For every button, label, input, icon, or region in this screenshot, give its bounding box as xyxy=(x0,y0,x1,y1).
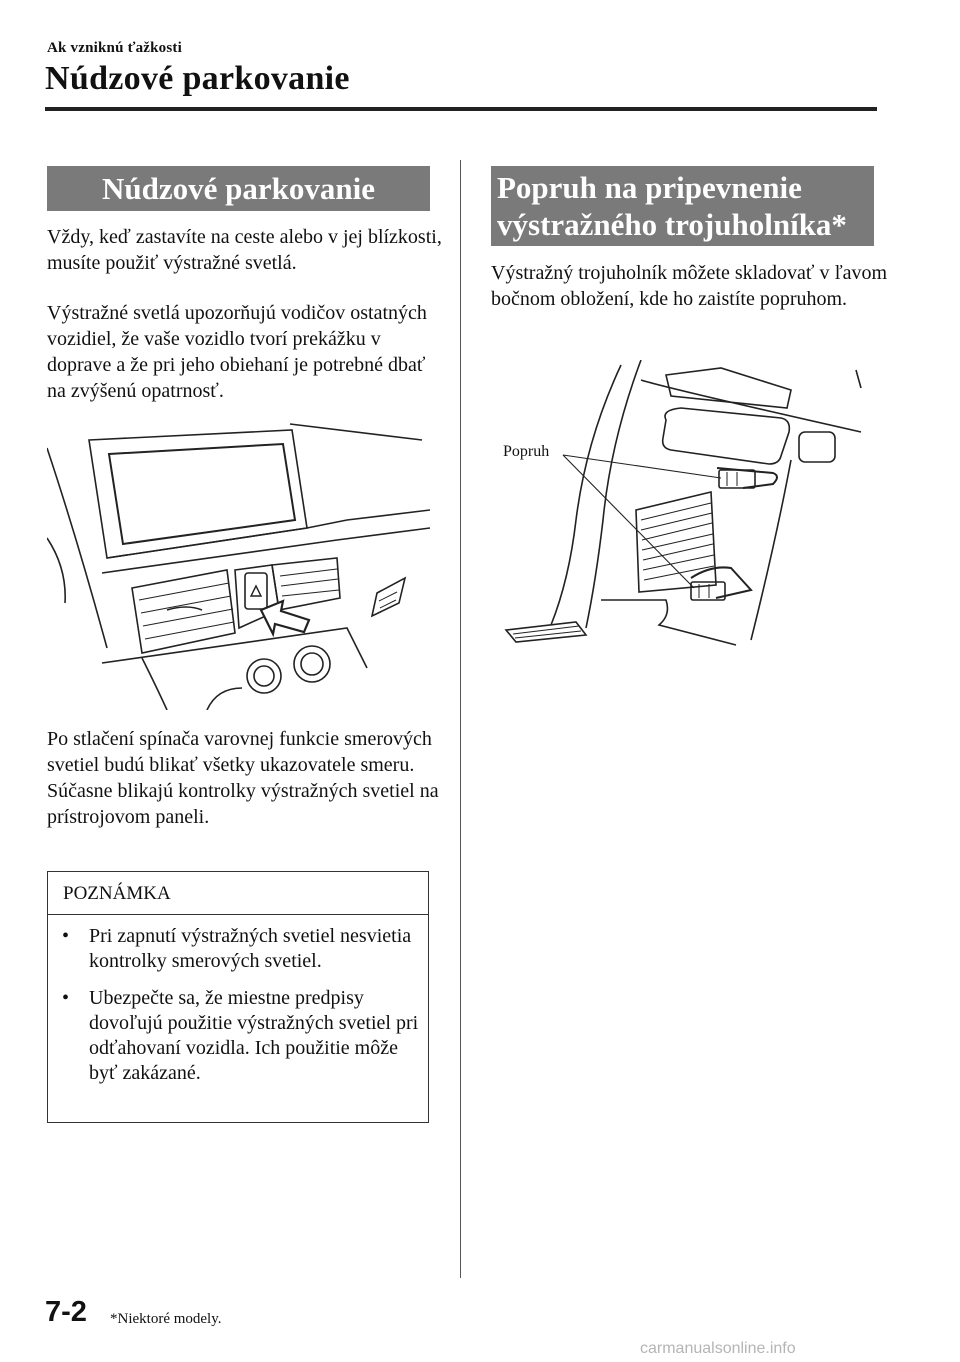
bullet-icon: • xyxy=(62,987,70,1009)
column-divider xyxy=(460,160,461,1278)
strap-illustration xyxy=(491,360,874,650)
page-title: Núdzové parkovanie xyxy=(45,60,350,97)
note-heading: POZNÁMKA xyxy=(48,872,428,915)
note-item-text: Ubezpečte sa, že miestne predpisy dovoľujú použitie výstražných svetiel pri odťahovaní vozidla. Ich použitie môže byť zakázané. xyxy=(89,987,419,1084)
note-item xyxy=(48,924,428,974)
note-item xyxy=(48,986,428,1086)
hazard-switch-illustration xyxy=(47,418,430,710)
note-list xyxy=(48,924,428,1098)
right-paragraph-1: Výstražný trojuholník môžete skladovať v ľavom bočnom obložení, kde ho zaistíte popruhom. xyxy=(491,262,888,310)
right-section-banner: Popruh na pripevnenie výstražného trojuholníka* xyxy=(491,166,874,246)
page-number: 7-2 xyxy=(45,1296,87,1328)
bullet-icon: • xyxy=(62,925,70,947)
strap-label: Popruh xyxy=(503,443,550,460)
watermark: carmanualsonline.info xyxy=(640,1340,796,1357)
left-paragraph-3: Po stlačení spínača varovnej funkcie smerových svetiel budú blikať všetky ukazovatele smeru. Súčasne blikajú kontrolky výstražných svetiel na prístrojovom paneli. xyxy=(47,728,439,828)
title-rule xyxy=(45,107,877,111)
left-paragraph-2: Výstražné svetlá upozorňujú vodičov ostatných vozidiel, že vaše vozidlo tvorí prekážku v doprave a že pri jeho obiehaní je potrebné dbať na zvýšenú opatrnosť. xyxy=(47,302,427,402)
note-box xyxy=(47,871,429,1123)
note-item-text: Pri zapnutí výstražných svetiel nesvietia kontrolky smerových svetiel. xyxy=(89,925,412,972)
left-paragraph-1: Vždy, keď zastavíte na ceste alebo v jej blízkosti, musíte použiť výstražné svetlá. xyxy=(47,226,442,274)
section-label: Ak vzniknú ťažkosti xyxy=(47,40,182,56)
footnote: *Niektoré modely. xyxy=(110,1311,222,1327)
left-section-banner: Núdzové parkovanie xyxy=(47,166,430,211)
